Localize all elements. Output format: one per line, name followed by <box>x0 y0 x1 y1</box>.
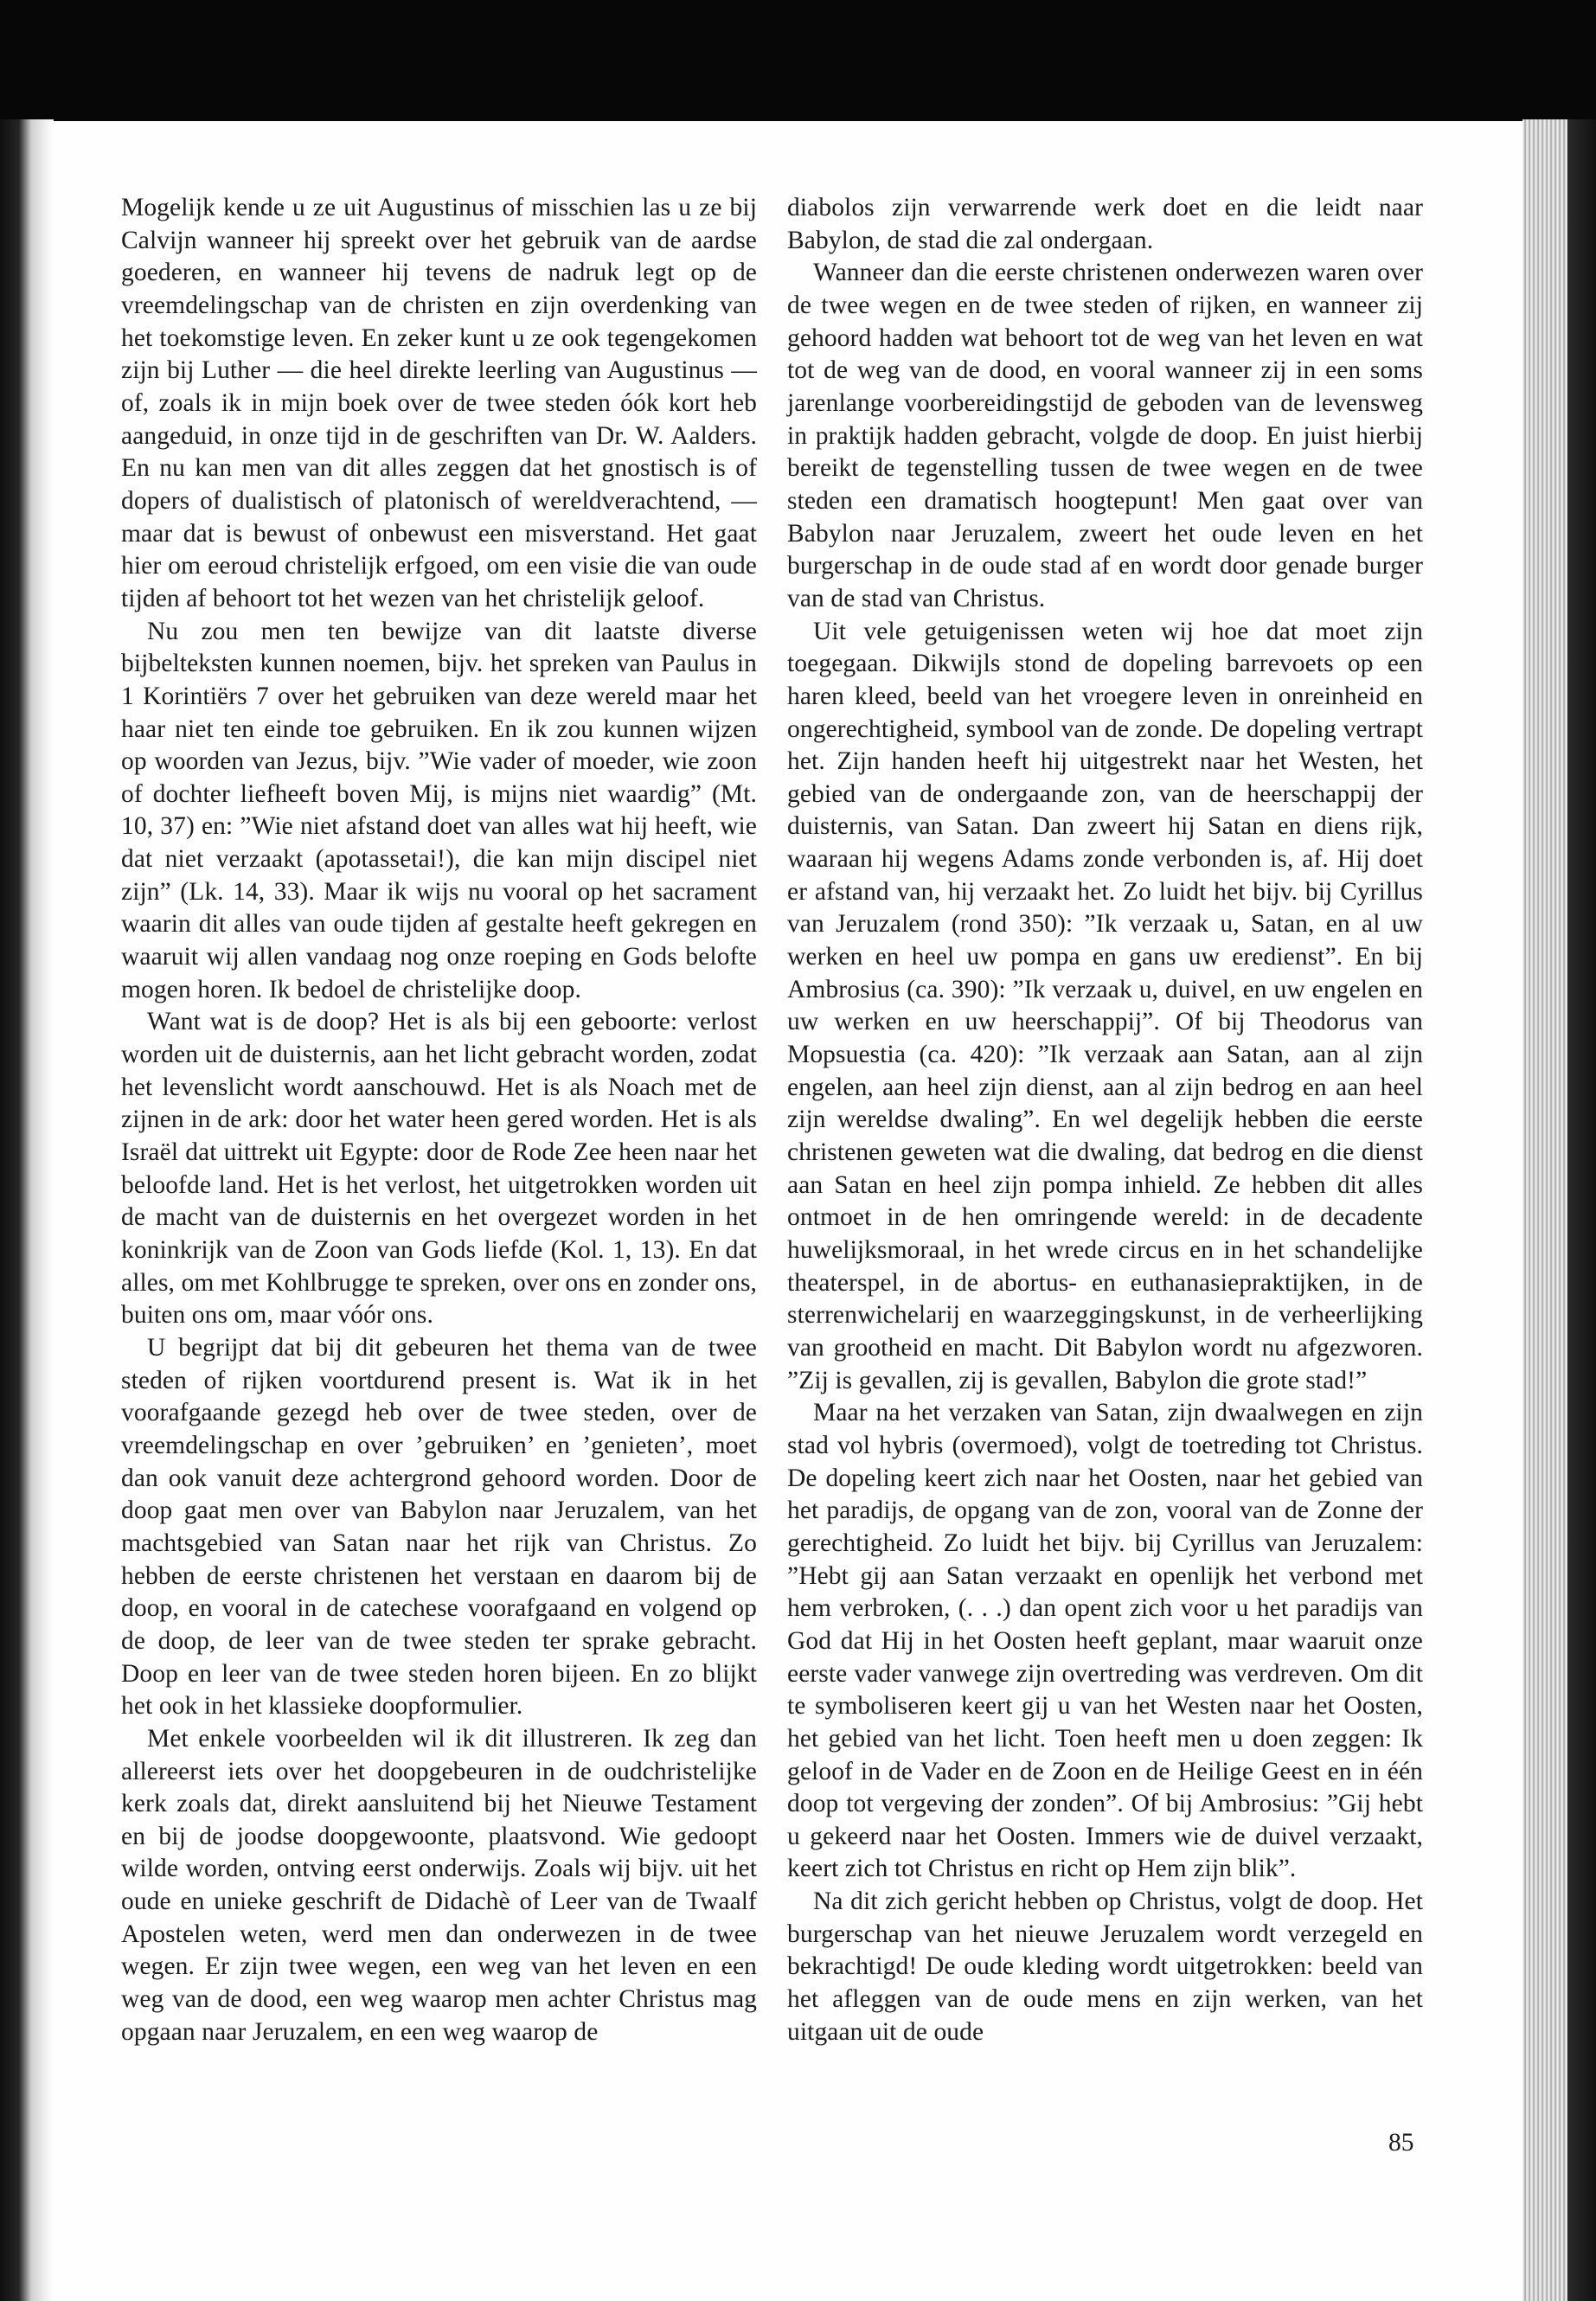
paragraph: Na dit zich gericht hebben op Christus, volgt de doop. Het burgerschap van het nieuwe Jeruzalem wordt verzegeld en bekrachtigd! De oude kleding wordt uitgetrokken: beeld van het afleggen van de oude mens en zijn werken, van het uitgaan uit de oude <box>787 1888 1423 2046</box>
left-text-column <box>121 192 757 2048</box>
paragraph: Nu zou men ten bewijze van dit laatste diverse bijbelteksten kunnen noemen, bijv. het spreken van Paulus in 1 Korintiërs 7 over het gebruiken van deze wereld maar het haar niet ten einde toe gebruiken. En ik zou kunnen wijzen op woorden van Jezus, bijv. ”Wie vader of moeder, wie zoon of dochter liefheeft boven Mij, is mijns niet waardig” (Mt. 10, 37) en: ”Wie niet afstand doet van alles wat hij heeft, wie dat niet verzaakt (apotassetai!), die kan mijn discipel niet zijn” (Lk. 14, 33). Maar ik wijs nu vooral op het sacrament waarin dit alles van oude tijden af gestalte heeft gekregen en waaruit wij allen vandaag nog onze roeping en Gods belofte mogen horen. Ik bedoel de christelijke doop. <box>121 617 757 1003</box>
paragraph: Uit vele getuigenissen weten wij hoe dat moet zijn toegegaan. Dikwijls stond de dopeling barrevoets op een haren kleed, beeld van het vroegere leven in onreinheid en ongerechtigheid, symbool van de zonde. De dopeling vertrapt het. Zijn handen heeft hij uitgestrekt naar het Westen, het gebied van de ondergaande zon, van de heerschappij der duisternis, van Satan. Dan zweert hij Satan en diens rijk, waaraan hij wegens Adams zonde verbonden is, af. Hij doet er afstand van, hij verzaakt het. Zo luidt het bijv. bij Cyrillus van Jeruzalem (rond 350): ”Ik verzaak u, Satan, en al uw werken en heel uw pompa en gans uw eredienst”. En bij Ambrosius (ca. 390): ”Ik verzaak u, duivel, en uw engelen en uw werken en uw heerschappij”. Of bij Theodorus van Mopsuestia (ca. 420): ”Ik verzaak aan Satan, aan al zijn engelen, aan heel zijn dienst, aan al zijn bedrog en aan heel zijn wereldse dwaling”. En wel degelijk hebben die eerste christenen geweten wat die dwaling, dat bedrog en die dienst aan Satan en heel zijn pompa inhield. Ze hebben dit alles ontmoet in de hen omringende wereld: in de decadente huwelijksmoraal, in het wrede circus en in het schandelijke theaterspel, in de abortus- en euthanasiepraktijken, in de sterrenwichelarij en waarzeggingskunst, in de verheerlijking van grootheid en macht. Dit Babylon wordt nu afgezworen. ”Zij is gevallen, zij is gevallen, Babylon die grote stad!” <box>787 617 1423 1394</box>
page-number: 85 <box>1388 2129 1414 2157</box>
scanner-top-border <box>0 0 1596 121</box>
book-cover-edge <box>1567 119 1596 2301</box>
paragraph: diabolos zijn verwarrende werk doet en die leidt naar Babylon, de stad die zal ondergaan. <box>787 194 1423 254</box>
paragraph: Wanneer dan die eerste christenen onderwezen waren over de twee wegen en de twee steden of rijken, en wanneer zij gehoord hadden wat behoort tot de weg van het leven en wat tot de weg van de dood, en vooral wanneer zij in een soms jarenlange voorbereidingstijd de geboden van de levensweg in praktijk hadden gebracht, volgde de doop. En juist hierbij bereikt de tegenstelling tussen de twee wegen en de twee steden een dramatisch hoogtepunt! Men gaat over van Babylon naar Jeruzalem, zweert het oude leven en het burgerschap in de oude stad af en wordt door genade burger van de stad van Christus. <box>787 259 1423 612</box>
paragraph: Maar na het verzaken van Satan, zijn dwaalwegen en zijn stad vol hybris (overmoed), volgt de toetreding tot Christus. De dopeling keert zich naar het Oosten, naar het gebied van het paradijs, de opgang van de zon, vooral van de Zonne der gerechtigheid. Zo luidt het bijv. bij Cyrillus van Jeruzalem: ”Hebt gij aan Satan verzaakt en openlijk het verbond met hem verbroken, (. . .) dan opent zich voor u het paradijs van God dat Hij in het Oosten heeft geplant, maar waaruit onze eerste vader vanwege zijn overtreding was verdreven. Om dit te symboliseren keert gij u van het Westen naar het Oosten, het gebied van het licht. Toen heeft men u doen zeggen: Ik geloof in de Vader en de Zoon en de Heilige Geest en in één doop tot vergeving der zonden”. Of bij Ambrosius: ”Gij hebt u gekeerd naar het Oosten. Immers wie de duivel verzaakt, keert zich tot Christus en richt op Hem zijn blik”. <box>787 1399 1423 1883</box>
right-text-column <box>787 192 1423 2048</box>
paragraph: Met enkele voorbeelden wil ik dit illustreren. Ik zeg dan allereerst iets over het doopgebeuren in de oudchristelijke kerk zoals dat, direkt aansluitend bij het Nieuwe Testament en bij de joodse doopgewoonte, plaatsvond. Wie gedoopt wilde worden, ontving eerst onderwijs. Zoals wij bijv. uit het oude en unieke geschrift de Didachè of Leer van de Twaalf Apostelen weten, werd men dan onderwezen in de twee wegen. Er zijn twee wegen, een weg van het leven en een weg van de dood, een weg waarop men achter Christus mag opgaan naar Jeruzalem, en een weg waarop de <box>121 1724 757 2046</box>
paragraph: Mogelijk kende u ze uit Augustinus of misschien las u ze bij Calvijn wanneer hij spreekt over het gebruik van de aardse goederen, en wanneer hij tevens de nadruk legt op de vreemdelingschap van de christen en zijn overdenking van het toekomstige leven. En zeker kunt u ze ook tegengekomen zijn bij Luther — die heel direkte leerling van Augustinus — of, zoals ik in mijn boek over de twee steden óók kort heb aangeduid, in onze tijd in de geschriften van Dr. W. Aalders. En nu kan men van dit alles zeggen dat het gnostisch is of dopers of dualistisch of platonisch of wereldverachtend, — maar dat is bewust of onbewust een misverstand. Het gaat hier om eeroud christelijk erfgoed, om een visie die van oude tijden af behoort tot het wezen van het christelijk geloof. <box>121 194 757 612</box>
paragraph: Want wat is de doop? Het is als bij een geboorte: verlost worden uit de duisternis, aan het licht gebracht worden, zodat het levenslicht wordt aanschouwd. Het is als Noach met de zijnen in de ark: door het water heen gered worden. Het is als Israël dat uittrekt uit Egypte: door de Rode Zee heen naar het beloofde land. Het is het verlost, het uitgetrokken worden uit de macht van de duisternis en het overgezet worden in het koninkrijk van de Zoon van Gods liefde (Kol. 1, 13). En dat alles, om met Kohlbrugge te spreken, over ons en zonder ons, buiten ons om, maar vóór ons. <box>121 1008 757 1330</box>
left-page-edge <box>0 119 54 2301</box>
paragraph: U begrijpt dat bij dit gebeuren het thema van de twee steden of rijken voortdurend present is. Wat ik in het voorafgaande gezegd heb over de twee steden, over de vreemdelingschap en over ’gebruiken’ en ’genieten’, moet dan ook vanuit deze achtergrond gehoord worden. Door de doop gaat men over van Babylon naar Jeruzalem, van het machtsgebied van Satan naar het rijk van Christus. Zo hebben de eerste christenen het verstaan en daarom bij de doop, en vooral in de catechese voorafgaand en volgend op de doop, de leer van de twee steden ter sprake gebracht. Doop en leer van de twee steden horen bijeen. En zo blijkt het ook in het klassieke doopformulier. <box>121 1333 757 1721</box>
